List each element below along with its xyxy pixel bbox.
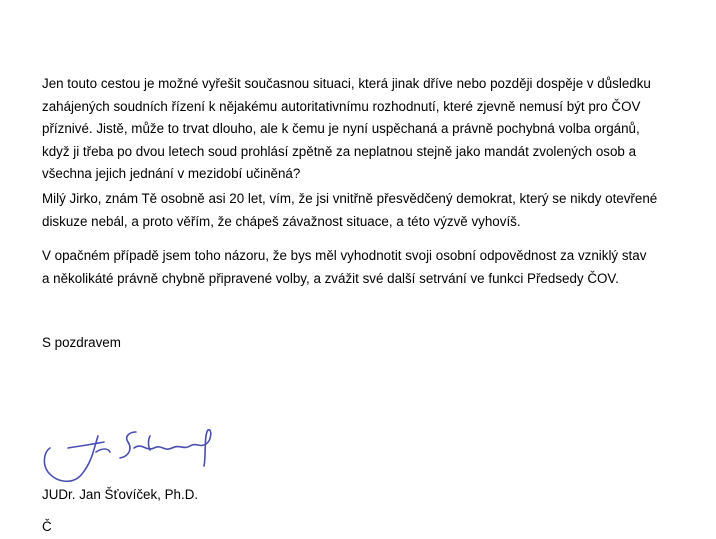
- paragraph-2-line: diskuze nebál, a proto věřím, že chápeš závažnost situace, a této výzvě vyhovíš.: [42, 213, 521, 229]
- paragraph-1-line: zahájených soudních řízení k nějakému autoritativnímu rozhodnutí, které zjevně nemusí být pro ČOV: [42, 98, 641, 114]
- paragraph-1: [42, 73, 682, 186]
- paragraph-3: [42, 245, 682, 290]
- paragraph-1-line: příznivé. Jistě, může to trvat dlouho, ale k čemu je nyní uspěchaná a právně pochybná volba orgánů,: [42, 121, 640, 137]
- signer-name: JUDr. Jan Šťovíček, Ph.D.: [42, 487, 199, 502]
- paragraph-1-line: všechna jejich jednání v mezidobí učiněná?: [42, 166, 301, 182]
- paragraph-1-line: když ji třeba po dvou letech soud prohlásí zpětně za neplatnou stejně jako mandát zvolených osob a: [42, 143, 637, 159]
- closing-greeting: S pozdravem: [42, 335, 121, 350]
- paragraph-1-line: Jen touto cestou je možné vyřešit současnou situaci, která jinak dříve nebo později dospěje v důsledku: [42, 76, 651, 91]
- paragraph-2: [42, 188, 682, 233]
- paragraph-3-line: V opačném případě jsem toho názoru, že bys měl vyhodnotit svoji osobní odpovědnost za vzniklý stav: [42, 248, 647, 263]
- handwritten-signature: [38, 418, 228, 490]
- paragraph-2-line: Milý Jirko, znám Tě osobně asi 20 let, vím, že jsi vnitřně přesvědčený demokrat, který se nikdy otevřené: [42, 191, 658, 206]
- paragraph-3-line: a několikáté právně chybně připravené volby, a zvážit své další setrvání ve funkci Předsedy ČOV.: [42, 270, 619, 286]
- cut-off-text: Č: [42, 519, 52, 534]
